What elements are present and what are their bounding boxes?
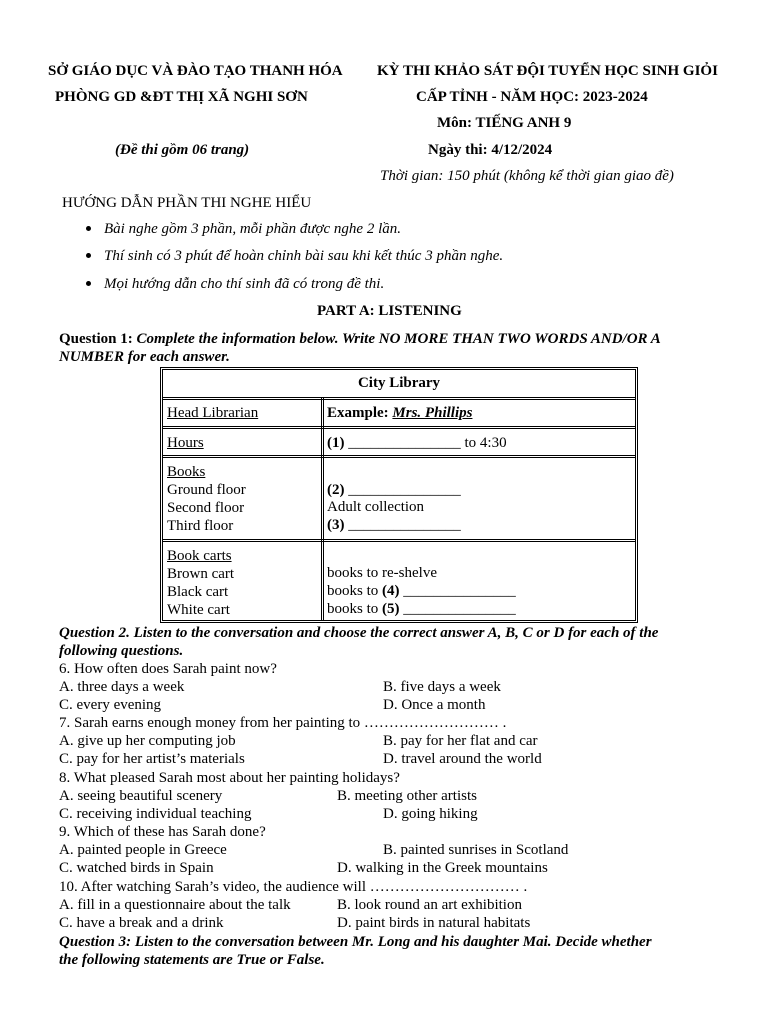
answer-option: C. receiving individual teaching: [59, 806, 252, 822]
row-value-adult-collection: Adult collection: [327, 499, 425, 515]
question-stem: 6. How often does Sarah paint now?: [59, 661, 277, 677]
answer-option: D. walking in the Greek mountains: [337, 860, 548, 876]
q1-instruction-text: Complete the information below. Write NO MORE THAN TWO WORDS AND/OR A: [132, 331, 661, 347]
q1-instruction-cont: NUMBER for each answer.: [59, 349, 230, 365]
row-item: Third floor: [167, 518, 234, 534]
blank-number: (4): [382, 583, 400, 599]
blank-number: (5): [382, 601, 400, 617]
example-label: Example:: [327, 405, 393, 421]
exam-date: Ngày thi: 4/12/2024: [428, 142, 553, 158]
blank-line: _______________: [344, 517, 461, 533]
table-title: City Library: [357, 375, 441, 391]
instruction-item: Mọi hướng dẫn cho thí sinh đã có trong đề thi.: [104, 276, 385, 292]
blank-prefix: books to: [327, 583, 383, 599]
part-a-title: PART A: LISTENING: [317, 303, 462, 319]
blank-line: _______________: [344, 482, 461, 498]
question-stem: 8. What pleased Sarah most about her painting holidays?: [59, 770, 400, 786]
answer-option: A. seeing beautiful scenery: [59, 788, 223, 804]
office-name: PHÒNG GD &ĐT THỊ XÃ NGHI SƠN: [55, 89, 308, 105]
instruction-item: Thí sinh có 3 phút để hoàn chỉnh bài sau khi kết thúc 3 phần nghe.: [104, 248, 504, 264]
row-label-books: Books: [167, 464, 206, 480]
answer-option: C. every evening: [59, 697, 162, 713]
row-value-reshelve: books to re-shelve: [327, 565, 437, 581]
answer-blank-5: [327, 600, 516, 618]
example-value: Mrs. Phillips: [392, 405, 473, 421]
question-stem: 9. Which of these has Sarah done?: [59, 824, 266, 840]
row-label-book-carts: Book carts: [167, 548, 232, 564]
row-item: Black cart: [167, 584, 229, 600]
answer-option: B. pay for her flat and car: [383, 733, 538, 749]
exam-title: KỲ THI KHẢO SÁT ĐỘI TUYỂN HỌC SINH GIỎI: [377, 63, 718, 79]
answer-blank-3: [327, 516, 461, 534]
answer-option: A. fill in a questionnaire about the talk: [59, 897, 291, 913]
blank-number: (3): [327, 517, 345, 533]
answer-option: C. watched birds in Spain: [59, 860, 214, 876]
department-name: SỞ GIÁO DỤC VÀ ĐÀO TẠO THANH HÓA: [48, 63, 343, 79]
bullet-icon: [86, 226, 91, 231]
answer-option: C. have a break and a drink: [59, 915, 224, 931]
row-item: Second floor: [167, 500, 245, 516]
answer-option: C. pay for her artist’s materials: [59, 751, 245, 767]
answer-blank-1: [327, 434, 507, 452]
q2-instruction: Question 2. Listen to the conversation and choose the correct answer A, B, C or D for each of the: [59, 625, 659, 641]
table-divider: [163, 455, 635, 458]
answer-option: D. paint birds in natural habitats: [337, 915, 531, 931]
answer-option: D. going hiking: [383, 806, 478, 822]
row-value-example: [327, 404, 472, 422]
row-label-head-librarian: Head Librarian: [167, 405, 259, 421]
row-label-hours: Hours: [167, 435, 204, 451]
answer-option: B. meeting other artists: [337, 788, 477, 804]
row-item: Brown cart: [167, 566, 235, 582]
blank-line: _______________ to 4:30: [344, 435, 507, 451]
q1-instruction: [59, 330, 661, 348]
blank-number: (2): [327, 482, 345, 498]
answer-blank-4: [327, 582, 516, 600]
row-item: White cart: [167, 602, 230, 618]
q1-label: Question 1:: [59, 331, 133, 347]
bullet-icon: [86, 281, 91, 286]
blank-number: (1): [327, 435, 345, 451]
question-stem: 7. Sarah earns enough money from her painting to ……………………… .: [59, 715, 507, 731]
answer-option: A. three days a week: [59, 679, 185, 695]
q3-instruction-cont: the following statements are True or False.: [59, 952, 325, 968]
exam-duration: Thời gian: 150 phút (không kể thời gian giao đề): [380, 168, 674, 184]
question-stem: 10. After watching Sarah’s video, the audience will ………………………… .: [59, 879, 528, 895]
instruction-item: Bài nghe gồm 3 phần, mỗi phần được nghe 2 lần.: [104, 221, 401, 237]
instructions-title: HƯỚNG DẪN PHẦN THI NGHE HIỂU: [62, 195, 312, 211]
answer-option: A. painted people in Greece: [59, 842, 227, 858]
answer-option: B. painted sunrises in Scotland: [383, 842, 569, 858]
answer-option: A. give up her computing job: [59, 733, 236, 749]
answer-option: D. Once a month: [383, 697, 486, 713]
answer-option: B. five days a week: [383, 679, 501, 695]
answer-option: B. look round an art exhibition: [337, 897, 522, 913]
row-item: Ground floor: [167, 482, 246, 498]
blank-line: _______________: [399, 601, 516, 617]
answer-blank-2: [327, 481, 461, 499]
table-column-divider: [321, 397, 324, 620]
blank-line: _______________: [399, 583, 516, 599]
exam-level-year: CẤP TỈNH - NĂM HỌC: 2023-2024: [416, 89, 648, 105]
bullet-icon: [86, 253, 91, 258]
exam-subject: Môn: TIẾNG ANH 9: [437, 115, 572, 131]
table-divider: [163, 539, 635, 542]
table-divider: [163, 397, 635, 400]
q2-instruction-cont: following questions.: [59, 643, 184, 659]
city-library-table: [160, 367, 638, 623]
q3-instruction: Question 3: Listen to the conversation between Mr. Long and his daughter Mai. Decide whether: [59, 934, 652, 950]
table-divider: [163, 426, 635, 429]
blank-prefix: books to: [327, 601, 383, 617]
page-count-note: (Đề thi gồm 06 trang): [115, 142, 250, 158]
answer-option: D. travel around the world: [383, 751, 542, 767]
